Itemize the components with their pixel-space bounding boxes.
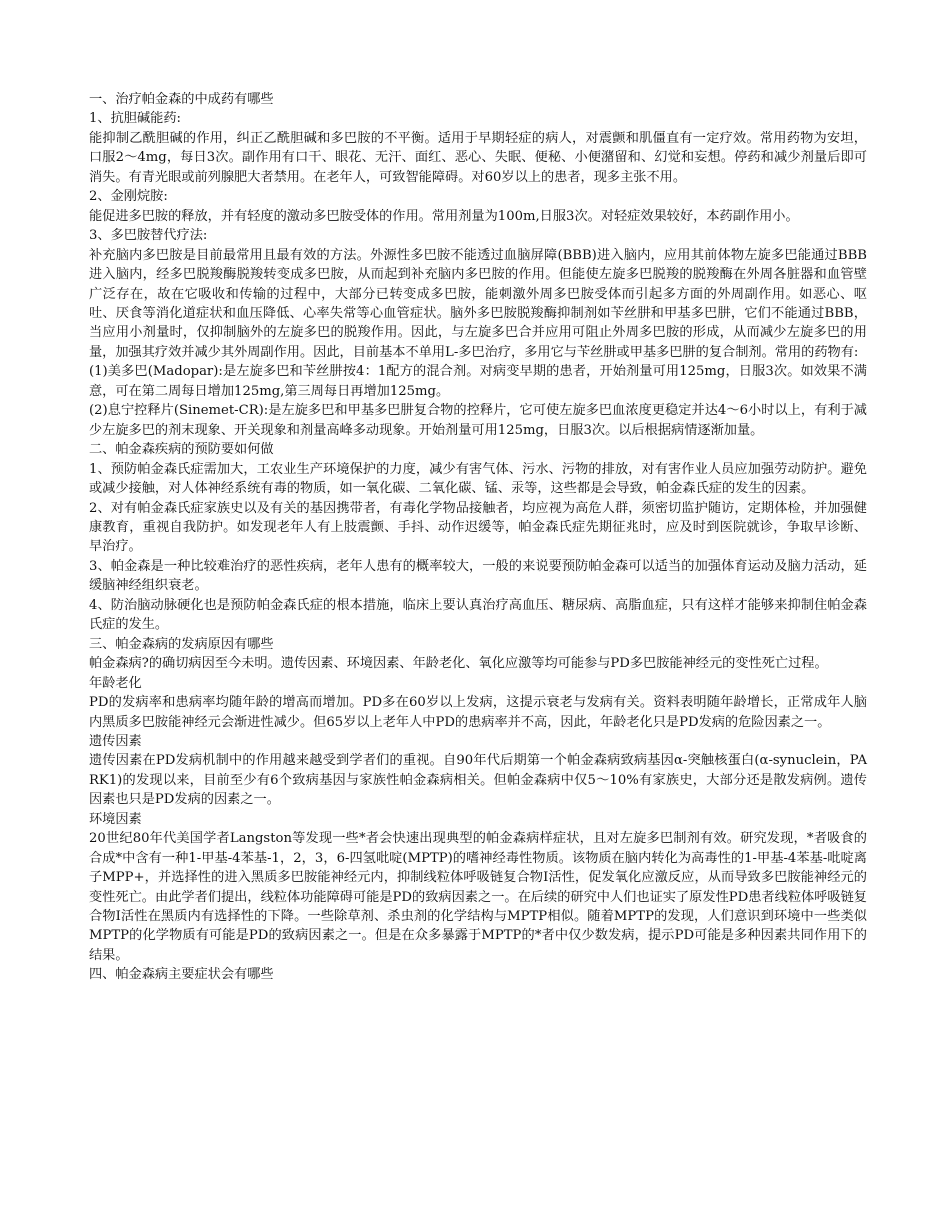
list-item: (1)美多巴(Madopar):是左旋多巴和苄丝肼按4：1配方的混合剂。对病变早期的患者，开始剂量可用125mg，日服3次。如效果不满意，可在第二周每日增加125mg,第三周每日再增加125mg。: [89, 364, 867, 399]
list-item: 3、帕金森是一种比较难治疗的恶性疾病，老年人患有的概率较大，一般的来说要预防帕金森可以适当的加强体育运动及脑力活动，延缓脑神经组织衰老。: [89, 558, 867, 594]
paragraph: PD的发病率和患病率均随年龄的增高而增加。PD多在60岁以上发病，这提示衰老与发病有关。资料表明随年龄增长，正常成年人脑内黑质多巴胺能神经元会渐进性减少。但65岁以上老年人中PD的患病率并不高，因此，年龄老化只是PD发病的危险因素之一。: [89, 695, 867, 730]
paragraph: 能促进多巴胺的释放，并有轻度的激动多巴胺受体的作用。常用剂量为100m,日服3次。对轻症效果较好，本药副作用小。: [89, 208, 799, 224]
section-heading: 一、治疗帕金森的中成药有哪些: [89, 92, 274, 107]
subsection-heading: 环境因素: [89, 811, 142, 827]
paragraph: 补充脑内多巴胺是目前最常用且最有效的方法。外源性多巴胺不能透过血脑屏障(BBB)进入脑内，应用其前体物左旋多巴能通过BBB进入脑内，经多巴脱羧酶脱羧转变成多巴胺，从而起到补充脑内多巴胺的作用。但能使左旋多巴脱羧的脱羧酶在外周各脏器和血管壁广泛存在，故在它吸收和传输的过程中，大部分已转变成多巴胺，能刺激外周多巴胺受体而引起多方面的外周副作用。如恶心、呕吐、厌食等消化道症状和血压降低、心率失常等心血管症状。脑外多巴胺脱羧酶抑制剂如苄丝肼和甲基多巴肼，它们不能通过BBB，当应用小剂量时，仅抑制脑外的左旋多巴的脱羧作用。因此，与左旋多巴合并应用可阻止外周多巴胺的形成，从而减少左旋多巴的用量，加强其疗效并减少其外周副作用。因此，目前基本不单用L-多巴治疗，多用它与苄丝肼或甲基多巴肼的复合制剂。常用的药物有:: [89, 247, 867, 360]
section-heading: 三、帕金森病的发病原因有哪些: [89, 636, 274, 652]
paragraph: 遗传因素在PD发病机制中的作用越来越受到学者们的重视。自90年代后期第一个帕金森病致病基因α-突触核蛋白(α-synuclein，PARK1)的发现以来，目前至少有6个致病基因与家族性帕金森病相关。但帕金森病中仅5～10%有家族史，大部分还是散发病例。遗传因素也只是PD发病的因素之一。: [89, 753, 867, 808]
section-heading: 二、帕金森疾病的预防要如何做: [89, 442, 274, 458]
paragraph: 帕金森病?的确切病因至今未明。遗传因素、环境因素、年龄老化、氧化应激等均可能参与PD多巴胺能神经元的变性死亡过程。: [89, 656, 828, 672]
document-body: [89, 90, 867, 985]
list-item: (2)息宁控释片(Sinemet-CR):是左旋多巴和甲基多巴肼复合物的控释片，它可使左旋多巴血浓度更稳定并达4～6小时以上，有利于减少左旋多巴的剂末现象、开关现象和剂量高峰多动现象。开始剂量可用125mg，日服3次。以后根据病情逐渐加量。: [89, 403, 867, 438]
subsection-heading: 遗传因素: [89, 733, 142, 749]
paragraph: 能抑制乙酰胆碱的作用，纠正乙酰胆碱和多巴胺的不平衡。适用于早期轻症的病人，对震颤和肌僵直有一定疗效。常用药物为安坦，口服2～4mg，每日3次。副作用有口干、眼花、无汗、面红、恶心、失眠、便秘、小便潴留和、幻觉和妄想。停药和减少剂量后即可消失。有青光眼或前列腺肥大者禁用。在老年人，可致智能障碍。对60岁以上的患者，现多主张不用。: [89, 130, 867, 185]
section-heading: 四、帕金森病主要症状会有哪些: [89, 967, 274, 983]
subsection-heading: 1、抗胆碱能药:: [89, 111, 181, 127]
subsection-heading: 年龄老化: [89, 675, 142, 691]
subsection-heading: 2、金刚烷胺:: [89, 189, 168, 205]
list-item: 2、对有帕金森氏症家族史以及有关的基因携带者，有毒化学物品接触者，均应视为高危人群，须密切监护随访，定期体检，并加强健康教育，重视自我防护。如发现老年人有上肢震颤、手抖、动作迟缓等，帕金森氏症先期征兆时，应及时到医院就诊，争取早诊断、早治疗。: [89, 500, 867, 555]
paragraph: 20世纪80年代美国学者Langston等发现一些*者会快速出现典型的帕金森病样症状，且对左旋多巴制剂有效。研究发现，*者吸食的合成*中含有一种1-甲基-4苯基-1，2，3，6-四氢吡啶(MPTP)的嗜神经毒性物质。该物质在脑内转化为高毒性的1-甲基-4苯基-吡啶离子MPP+，并选择性的进入黑质多巴胺能神经元内，抑制线粒体呼吸链复合物I活性，促发氧化应激反应，从而导致多巴胺能神经元的变性死亡。由此学者们提出，线粒体功能障碍可能是PD的致病因素之一。在后续的研究中人们也证实了原发性PD患者线粒体呼吸链复合物I活性在黑质内有选择性的下降。一些除草剂、杀虫剂的化学结构与MPTP相似。随着MPTP的发现，人们意识到环境中一些类似MPTP的化学物质有可能是PD的致病因素之一。但是在众多暴露于MPTP的*者中仅少数发病，提示PD可能是多种因素共同作用下的结果。: [89, 831, 867, 963]
subsection-heading: 3、多巴胺替代疗法:: [89, 228, 208, 244]
list-item: 1、预防帕金森氏症需加大，工农业生产环境保护的力度，减少有害气体、污水、污物的排放，对有害作业人员应加强劳动防护。避免或减少接触，对人体神经系统有毒的物质，如一氧化碳、二氧化碳、锰、汞等，这些都是会导致，帕金森氏症的发生的因素。: [89, 461, 867, 497]
list-item: 4、防治脑动脉硬化也是预防帕金森氏症的根本措施，临床上要认真治疗高血压、糖尿病、高脂血症，只有这样才能够来抑制住帕金森氏症的发生。: [89, 597, 867, 633]
